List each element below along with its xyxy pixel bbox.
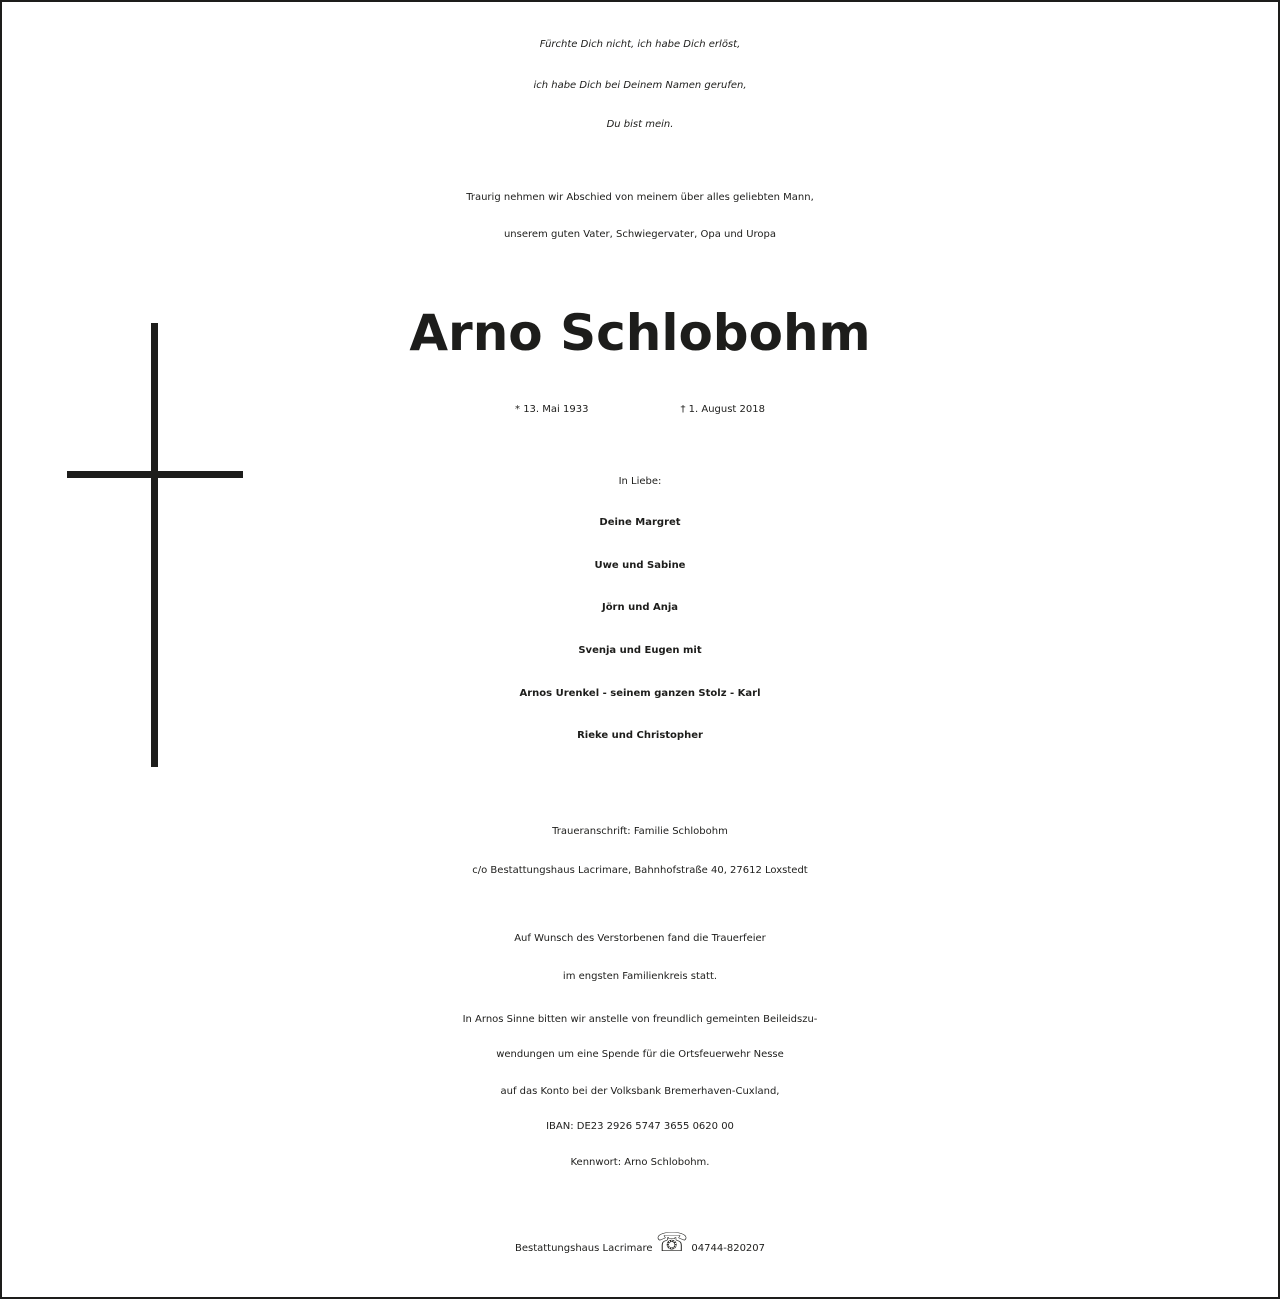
verse-line: Fürchte Dich nicht, ich habe Dich erlöst,	[539, 39, 741, 50]
verse-line: Du bist mein.	[606, 119, 674, 130]
funeral-home-contact	[0, 1230, 1280, 1256]
verse-line: ich habe Dich bei Deinem Namen gerufen,	[533, 80, 747, 91]
cross-icon-vertical-bar	[151, 323, 158, 767]
phone-icon: ☏	[655, 1228, 689, 1258]
donation-line: Kennwort: Arno Schlobohm.	[570, 1157, 710, 1168]
mourner-name: Arnos Urenkel - seinem ganzen Stolz - Karl	[519, 688, 761, 699]
intro-line: Traurig nehmen wir Abschied von meinem über alles geliebten Mann,	[466, 192, 814, 203]
life-dates	[0, 405, 1280, 415]
mourner-name: Jörn und Anja	[601, 602, 679, 613]
donation-line: auf das Konto bei der Volksbank Bremerhaven-Cuxland,	[500, 1086, 780, 1097]
address-line: Traueranschrift: Familie Schlobohm	[552, 826, 728, 837]
donation-line: In Arnos Sinne bitten wir anstelle von freundlich gemeinten Beileidszu-	[462, 1014, 818, 1025]
phone-number: 04744-820207	[691, 1243, 766, 1254]
mourner-name: Svenja und Eugen mit	[578, 645, 702, 656]
death-date: † 1. August 2018	[680, 404, 765, 415]
donation-line: IBAN: DE23 2926 5747 3655 0620 00	[546, 1121, 734, 1132]
ceremony-line: im engsten Familienkreis statt.	[562, 971, 718, 982]
birth-date: * 13. Mai 1933	[515, 404, 589, 415]
deceased-name: Arno Schlobohm	[409, 304, 871, 362]
ceremony-line: Auf Wunsch des Verstorbenen fand die Trauerfeier	[514, 933, 766, 944]
mourner-name: Rieke und Christopher	[577, 730, 703, 741]
intro-line: unserem guten Vater, Schwiegervater, Opa und Uropa	[503, 229, 777, 240]
funeral-home-name: Bestattungshaus Lacrimare	[514, 1243, 653, 1254]
mourners-heading: In Liebe:	[618, 476, 662, 487]
donation-line: wendungen um eine Spende für die Ortsfeuerwehr Nesse	[496, 1049, 784, 1060]
address-line: c/o Bestattungshaus Lacrimare, Bahnhofstraße 40, 27612 Loxstedt	[472, 865, 808, 876]
mourner-name: Deine Margret	[599, 517, 681, 528]
mourner-name: Uwe und Sabine	[594, 560, 686, 571]
